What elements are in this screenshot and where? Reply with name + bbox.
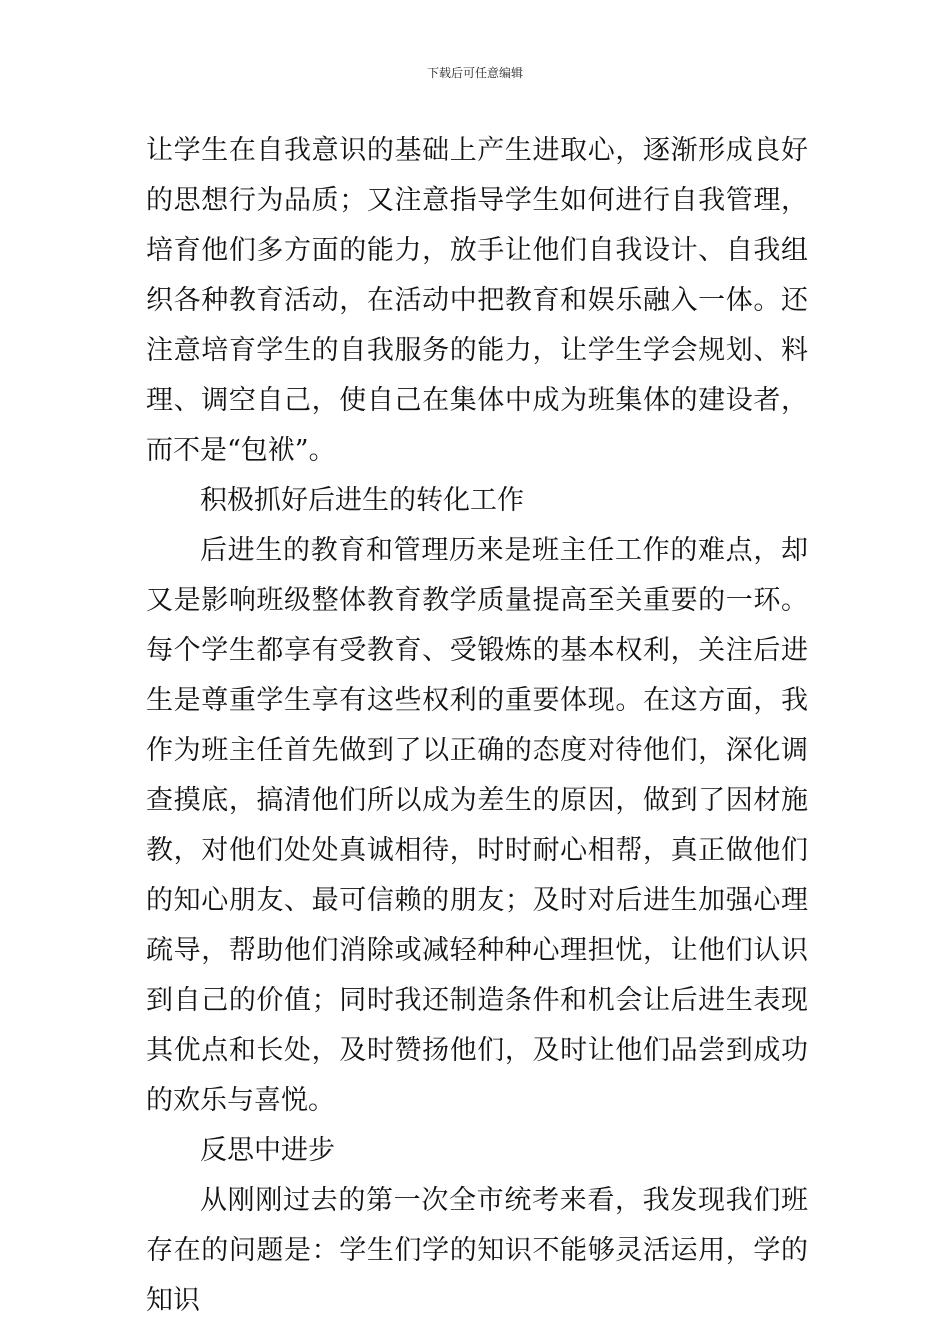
document-body [146, 126, 808, 1326]
page-header: 下载后可任意编辑 [426, 66, 523, 80]
paragraph-backward-students: 后进生的教育和管理历来是班主任工作的难点，却又是影响班级整体教育教学质量提高至关重要的一环。每个学生都享有受教育、受锻炼的基本权利，关注后进生是尊重学生享有这些权利的重要体现。在这方面，我作为班主任首先做到了以正确的态度对待他们，深化调查摸底，搞清他们所以成为差生的原因，做到了因材施教，对他们处处真诚相待，时时耐心相帮，真正做他们的知心朋友、最可信赖的朋友；及时对后进生加强心理疏导，帮助他们消除或减轻种种心理担忧，让他们认识到自己的价值；同时我还制造条件和机会让后进生表现其优点和长处，及时赞扬他们，及时让他们品尝到成功的欢乐与喜悦。 [146, 535, 808, 1116]
section-heading-reflection: 反思中进步 [200, 1135, 335, 1166]
paragraph-continuation: 让学生在自我意识的基础上产生进取心，逐渐形成良好的思想行为品质；又注意指导学生如何进行自我管理，培育他们多方面的能力，放手让他们自我设计、自我组织各种教育活动，在活动中把教育和娱乐融入一体。还注意培育学生的自我服务的能力，让学生学会规划、料理、调空自己，使自己在集体中成为班集体的建设者，而不是“包袱”。 [146, 135, 808, 466]
section-heading-backward-students: 积极抓好后进生的转化工作 [200, 485, 524, 516]
paragraph-reflection: 从刚刚过去的第一次全市统考来看，我发现我们班存在的问题是：学生们学的知识不能够灵活运用，学的知识 [146, 1185, 808, 1316]
